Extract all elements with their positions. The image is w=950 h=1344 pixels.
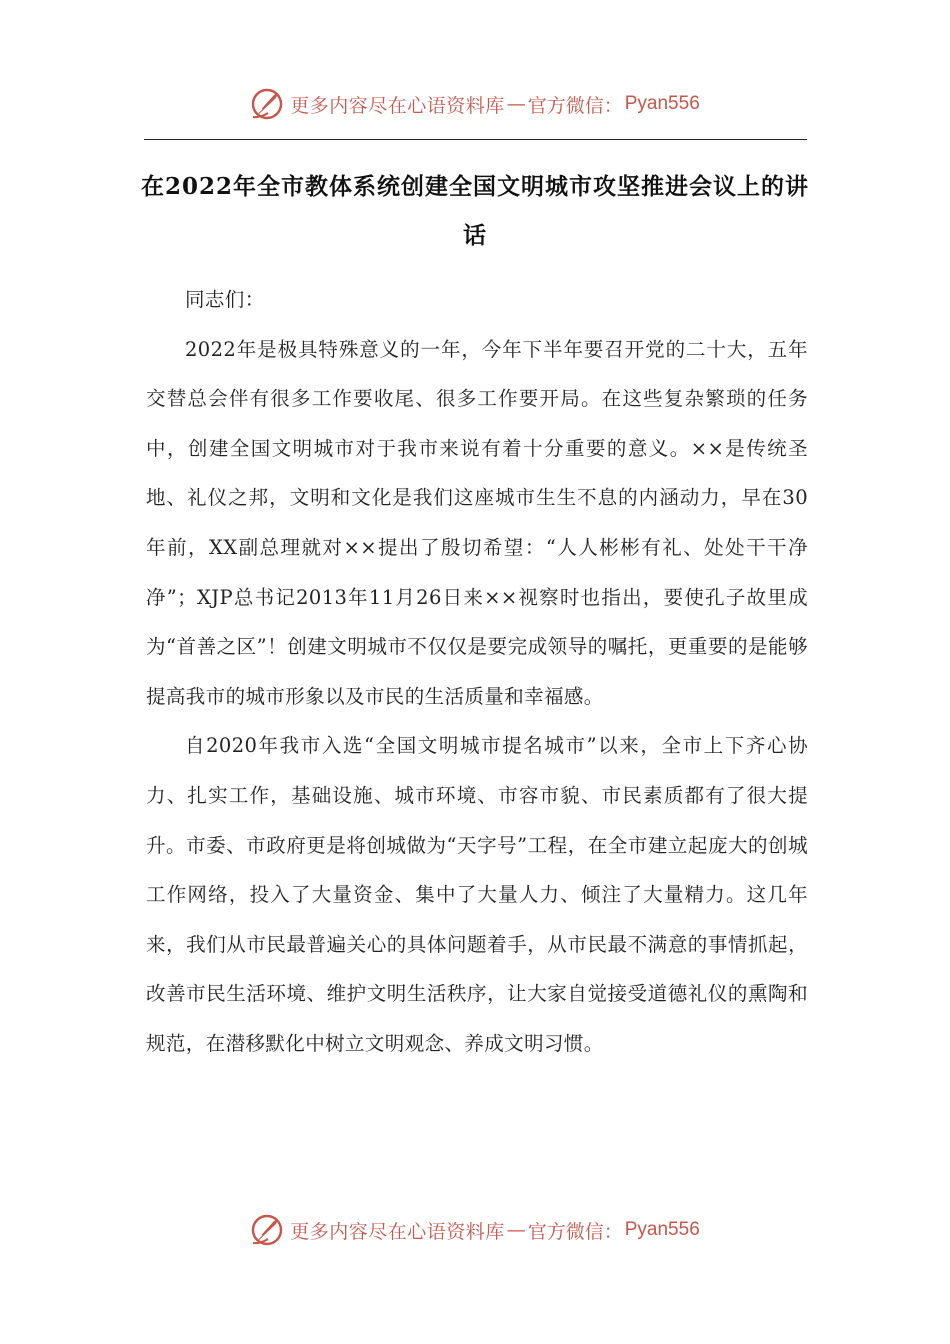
header-wechat-id: Pyan556: [624, 93, 700, 114]
salutation: 同志们：: [185, 288, 265, 311]
footer-wechat-id: Pyan556: [624, 1219, 700, 1240]
footer-separator: —: [506, 1219, 526, 1241]
header-wechat-label: 官方微信：: [527, 94, 623, 117]
header-divider: [144, 139, 807, 140]
header-site-name: 更多内容尽在心语资料库: [290, 94, 505, 117]
paragraph: 2022年是极具特殊意义的一年，今年下半年要召开党的二十大，五年交替总会伴有很多工作要收尾、很多工作要开局。在这些复杂繁琐的任务中，创建全国文明城市对于我市来说有着十分重要的意义。××是传统圣地、礼仪之邦，文明和文化是我们这座城市生生不息的内涵动力，早在30年前，XX副总理就对××提出了殷切希望：“人人彬彬有礼、处处干干净净”；XJP总书记2013年11月26日来××视察时也指出，要使孔子故里成为“首善之区”！创建文明城市不仅仅是要完成领导的嘱托，更重要的是能够提高我市的城市形象以及市民的生活质量和幸福感。: [146, 337, 808, 708]
header-separator: —: [506, 93, 526, 115]
paragraph: 自2020年我市入选“全国文明城市提名城市”以来，全市上下齐心协力、扎实工作，基础设施、城市环境、市容市貌、市民素质都有了很大提升。市委、市政府更是将创城做为“天字号”工程，在全市建立起庞大的创城工作网络，投入了大量资金、集中了大量人力、倾注了大量精力。这几年来，我们从市民最普遍关心的具体问题着手，从市民最不满意的事情抓起，改善市民生活环境、维护文明生活秩序，让大家自觉接受道德礼仪的熏陶和规范，在潜移默化中树立文明观念、养成文明习惯。: [146, 734, 808, 1055]
document-body: [146, 275, 808, 1069]
header-banner: [0, 82, 950, 126]
quill-pen-logo-icon: [250, 87, 284, 121]
footer-site-name: 更多内容尽在心语资料库: [290, 1220, 505, 1243]
document-title: 在2022年全市教体系统创建全国文明城市攻坚推进会议上的讲话: [140, 173, 809, 249]
quill-pen-logo-icon: [250, 1213, 284, 1247]
footer-wechat-label: 官方微信：: [527, 1220, 623, 1243]
footer-banner: [0, 1208, 950, 1252]
